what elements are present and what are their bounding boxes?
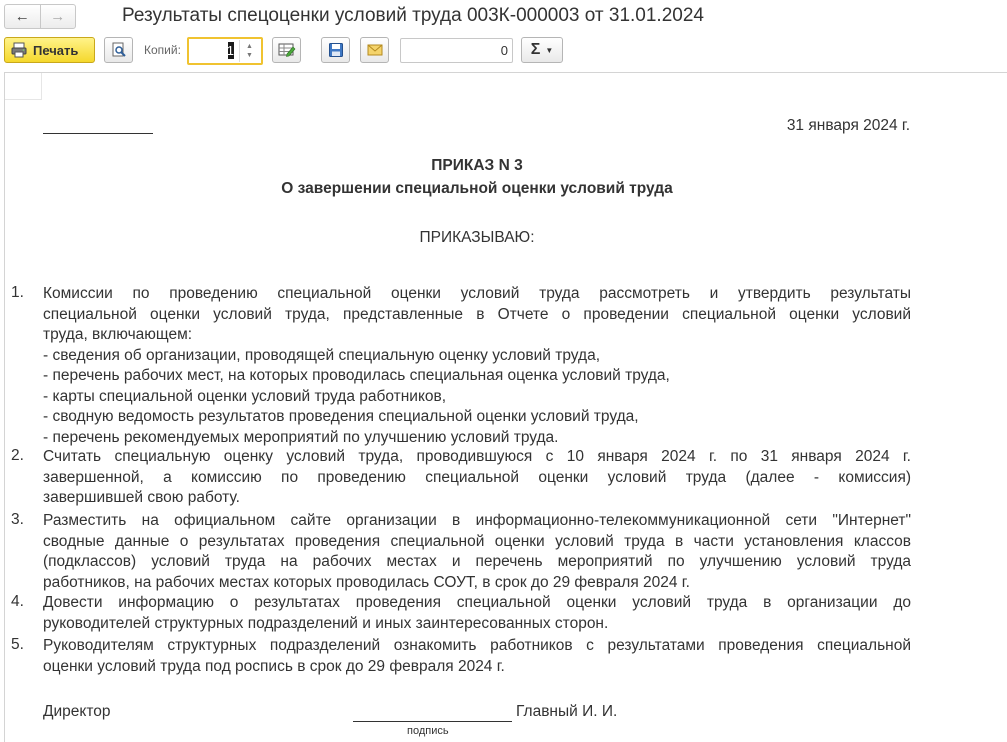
document-corner-cell [5, 73, 42, 100]
item-text [43, 284, 911, 448]
document-date: 31 января 2024 г. [786, 117, 910, 134]
item-line: - перечень рекомендуемых мероприятий по улучшению условий труда. [43, 428, 559, 446]
item-line: специальной оценки условий труда, представленные в Отчете о проведении специальной оценки условий [43, 305, 911, 323]
item-line: работников, на рабочих местах которых проводилась СОУТ, в срок до 29 февраля 2024 г. [43, 573, 690, 591]
print-label: Печать [33, 42, 79, 58]
item-line: сводные данные о результатах проведения специальной оценки условий труда в части установления классов [43, 532, 911, 550]
sum-value: 0 [500, 43, 508, 58]
printer-icon [11, 42, 27, 58]
stepper-up-icon[interactable]: ▲ [246, 43, 253, 50]
back-icon[interactable]: ← [14, 8, 30, 25]
nav-buttons [4, 4, 76, 29]
sigma-icon: Σ [530, 41, 541, 58]
item-line: руководителей структурных подразделений и иных заинтересованных сторон. [43, 614, 609, 632]
item-number: 5. [11, 636, 24, 653]
toolbar [0, 33, 1007, 67]
sum-mode-button[interactable] [521, 37, 563, 63]
item-line: завершившей свою работу. [43, 489, 240, 506]
item-line: труда, включающем: [43, 326, 193, 343]
save-icon [328, 42, 344, 58]
place-blank-line [43, 133, 153, 134]
order-subtitle: О завершении специальной оценки условий труда [281, 180, 673, 197]
print-button[interactable] [4, 37, 95, 63]
signer-position: Директор [43, 703, 111, 720]
sum-field [400, 38, 513, 63]
save-button[interactable] [321, 37, 350, 63]
stepper-down-icon[interactable]: ▼ [246, 52, 253, 59]
item-line: Комиссии по проведению специальной оценки условий труда рассмотреть и утвердить результаты [43, 285, 911, 302]
item-line: завершенной, а комиссию по проведению специальной оценки условий труда (далее - комиссия) [43, 468, 911, 486]
title-bar [0, 0, 1007, 33]
item-number: 3. [11, 511, 24, 528]
item-line: (подклассов) условий труда на рабочих местах и перечень мероприятий по улучшению условий труда [43, 553, 911, 570]
item-line: - перечень рабочих мест, на которых проводилась специальная оценка условий труда, [43, 367, 670, 384]
chevron-down-icon: ▼ [545, 45, 554, 55]
copies-stepper[interactable] [239, 40, 259, 62]
order-title: ПРИКАЗ N 3 [431, 157, 523, 174]
copies-value: 1 [226, 43, 234, 58]
forward-icon[interactable]: → [50, 8, 66, 25]
print-preview-icon [111, 42, 127, 58]
item-number: 4. [11, 593, 24, 610]
signature-line [353, 721, 512, 722]
spreadsheet-document[interactable] [4, 72, 1007, 742]
item-line: - сведения об организации, проводящей специальную оценку условий труда, [43, 346, 601, 364]
item-number: 2. [11, 447, 24, 464]
item-line: - карты специальной оценки условий труда работников, [43, 387, 447, 405]
signer-name: Главный И. И. [516, 703, 618, 720]
item-line: - сводную ведомость результатов проведения специальной оценки условий труда, [43, 408, 639, 425]
copies-label: Копий: [144, 43, 181, 57]
item-line: оценки условий труда под роспись в срок до 29 февраля 2024 г. [43, 657, 505, 675]
envelope-icon [367, 43, 383, 57]
edit-table-icon [278, 42, 296, 58]
order-word: ПРИКАЗЫВАЮ: [419, 229, 535, 246]
item-line: Считать специальную оценку условий труда, проводившуюся с 10 января 2024 г. по 31 января 2024 г. [43, 448, 911, 465]
item-text [43, 636, 911, 677]
copies-input[interactable] [187, 37, 263, 65]
item-line: Довести информацию о результатах проведения специальной оценки условий труда в организации до [43, 594, 911, 611]
item-text [43, 447, 911, 509]
item-line: Руководителям структурных подразделений ознакомить работников с результатами проведения специальной [43, 637, 911, 654]
window-title: Результаты спецоценки условий труда 003К-000003 от 31.01.2024 [122, 5, 704, 26]
item-number: 1. [11, 284, 24, 301]
preview-button[interactable] [104, 37, 133, 63]
send-email-button[interactable] [360, 37, 389, 63]
signature-caption: подпись [407, 725, 449, 737]
item-text [43, 593, 911, 634]
edit-document-button[interactable] [272, 37, 301, 63]
item-line: Разместить на официальном сайте организации в информационно-телекоммуникационной сети "Интернет" [43, 512, 911, 529]
item-text [43, 511, 911, 593]
